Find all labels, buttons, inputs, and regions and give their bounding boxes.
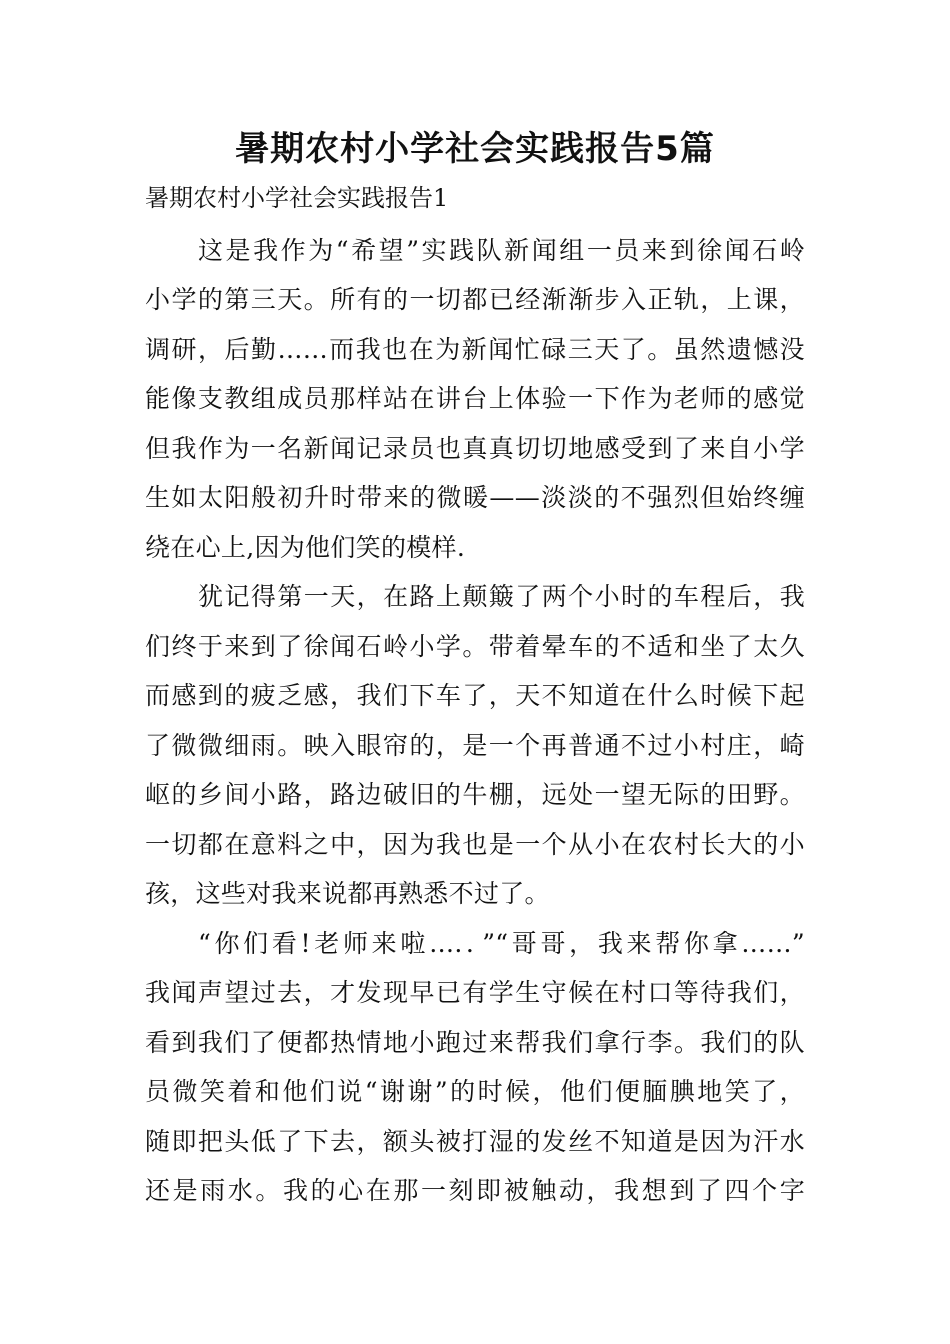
document-title: 暑期农村小学社会实践报告5篇 bbox=[235, 129, 715, 169]
section-heading: 暑期农村小学社会实践报告1 bbox=[145, 184, 449, 212]
paragraph-3-line-4: 员微笑着和他们说“谢谢”的时候，他们便腼腆地笑了， bbox=[145, 1077, 805, 1106]
paragraph-3-line-1: “你们看!老师来啦….．”“哥哥，我来帮你拿……” bbox=[198, 929, 805, 958]
paragraph-1-line-3: 调研，后勤……而我也在为新闻忙碌三天了。虽然遗憾没 bbox=[145, 335, 805, 364]
paragraph-1-line-1: 这是我作为“希望”实践队新闻组一员来到徐闻石岭 bbox=[198, 236, 805, 265]
paragraph-1-line-5: 但我作为一名新闻记录员也真真切切地感受到了来自小学 bbox=[145, 434, 805, 463]
paragraph-1-line-6: 生如太阳般初升时带来的微暖——淡淡的不强烈但始终缠 bbox=[145, 483, 805, 512]
paragraph-1-line-2: 小学的第三天。所有的一切都已经渐渐步入正轨，上课， bbox=[145, 285, 805, 314]
paragraph-2-line-5: 岖的乡间小路，路边破旧的牛棚，远处一望无际的田野。 bbox=[145, 780, 805, 809]
paragraph-2-line-1: 犹记得第一天，在路上颠簸了两个小时的车程后，我 bbox=[198, 582, 805, 611]
paragraph-3-line-2: 我闻声望过去，才发现早已有学生守候在村口等待我们， bbox=[145, 978, 805, 1007]
paragraph-3-line-6: 还是雨水。我的心在那一刻即被触动，我想到了四个字 bbox=[145, 1176, 805, 1205]
paragraph-1-line-7: 绕在心上,因为他们笑的模样. bbox=[145, 533, 466, 562]
paragraph-2-line-7: 孩，这些对我来说都再熟悉不过了。 bbox=[145, 879, 550, 908]
paragraph-1-line-4: 能像支教组成员那样站在讲台上体验一下作为老师的感觉 bbox=[145, 384, 805, 413]
paragraph-2-line-4: 了微微细雨。映入眼帘的，是一个再普通不过小村庄，崎 bbox=[145, 731, 805, 760]
paragraph-2-line-6: 一切都在意料之中，因为我也是一个从小在农村长大的小 bbox=[145, 830, 805, 859]
paragraph-2-line-2: 们终于来到了徐闻石岭小学。带着晕车的不适和坐了太久 bbox=[145, 632, 805, 661]
paragraph-3-line-5: 随即把头低了下去，额头被打湿的发丝不知道是因为汗水 bbox=[145, 1127, 805, 1156]
paragraph-3-line-3: 看到我们了便都热情地小跑过来帮我们拿行李。我们的队 bbox=[145, 1028, 805, 1057]
paragraph-2-line-3: 而感到的疲乏感，我们下车了，天不知道在什么时候下起 bbox=[145, 681, 805, 710]
